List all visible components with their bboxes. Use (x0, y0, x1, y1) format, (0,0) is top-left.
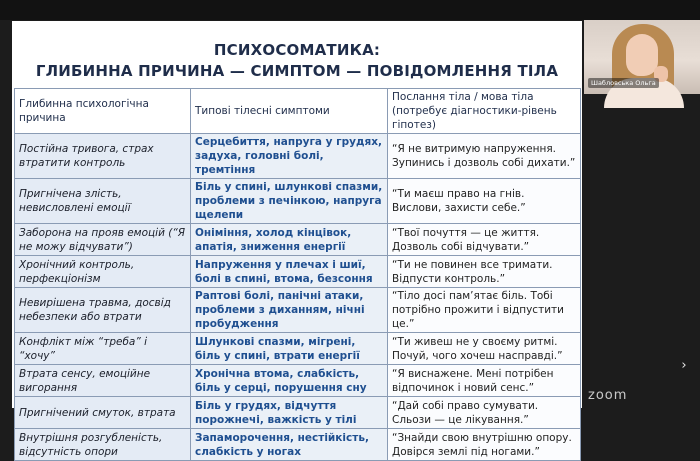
message-cell: “Я не витримую напруження. Зупинись і дозволь собі дихати.” (388, 134, 581, 179)
message-cell: “Ти не повинен все тримати. Відпусти контроль.” (388, 256, 581, 288)
message-cell: “Я виснажене. Мені потрібен відпочинок і новий сенс.” (388, 365, 581, 397)
cause-cell: Втрата сенсу, емоційне вигорання (15, 365, 191, 397)
table-row (15, 333, 581, 365)
slide-subtitle: ГЛИБИННА ПРИЧИНА — СИМПТОМ — ПОВІДОМЛЕННЯ ТІЛА (35, 62, 559, 80)
cause-cell: Внутрішня розгубленість, відсутність опори (15, 429, 191, 461)
table-row (15, 224, 581, 256)
top-bar (0, 0, 700, 20)
message-cell: “Дай собі право сумувати. Сльози — це лікування.” (388, 397, 581, 429)
table-row (15, 179, 581, 224)
symptoms-cell: Біль у спині, шлункові спазми, проблеми з печінкою, напруга щелепи (191, 179, 388, 224)
header-message: Послання тіла / мова тіла (потребує діагностики-рівень гіпотез) (388, 89, 581, 134)
header-symptoms: Типові тілесні симптоми (191, 89, 388, 134)
cause-cell: Пригнічена злість, невисловлені емоції (15, 179, 191, 224)
participant-name-label: Шабловська Ольга (588, 78, 659, 88)
symptoms-cell: Біль у грудях, відчуття порожнечі, важкість у тілі (191, 397, 388, 429)
shared-slide (12, 21, 582, 458)
table-row (15, 397, 581, 429)
participant-video[interactable] (584, 20, 700, 94)
symptoms-cell: Запаморочення, нестійкість, слабкість у ногах (191, 429, 388, 461)
table-row (15, 365, 581, 397)
symptoms-cell: Серцебиття, напруга у грудях, задуха, головні болі, тремтіння (191, 134, 388, 179)
cause-cell: Хронічний контроль, перфекціонізм (15, 256, 191, 288)
message-cell: “Ти маєш право на гнів. Вислови, захисти себе.” (388, 179, 581, 224)
table-row (15, 256, 581, 288)
cause-cell: Заборона на прояв емоцій (“Я не можу відчувати”) (15, 224, 191, 256)
psychosomatics-table (14, 88, 581, 461)
table-row (15, 429, 581, 461)
message-cell: “Тіло досі пам’ятає біль. Тобі потрібно прожити і відпустити це.” (388, 288, 581, 333)
chevron-right-icon[interactable]: › (681, 358, 687, 373)
symptoms-cell: Напруження у плечах і шиї, болі в спині, втома, безсоння (191, 256, 388, 288)
table-row (15, 288, 581, 333)
cause-cell: Невирішена травма, досвід небезпеки або втрати (15, 288, 191, 333)
message-cell: “Твої почуття — це життя. Дозволь собі відчувати.” (388, 224, 581, 256)
message-cell: “Ти живеш не у своєму ритмі. Почуй, чого хочеш насправді.” (388, 333, 581, 365)
header-cause: Глибинна психологічна причина (15, 89, 191, 134)
symptoms-cell: Шлункові спазми, мігрені, біль у спині, втрати енергії (191, 333, 388, 365)
table-row (15, 134, 581, 179)
cause-cell: Конфлікт між “треба” і “хочу” (15, 333, 191, 365)
slide-title: ПСИХОСОМАТИКА: (213, 41, 381, 59)
symptoms-cell: Оніміння, холод кінцівок, апатія, зниження енергії (191, 224, 388, 256)
cause-cell: Пригнічений смуток, втрата (15, 397, 191, 429)
cause-cell: Постійна тривога, страх втратити контроль (15, 134, 191, 179)
symptoms-cell: Хронічна втома, слабкість, біль у серці, порушення сну (191, 365, 388, 397)
message-cell: “Знайди свою внутрішню опору. Довірся землі під ногами.” (388, 429, 581, 461)
zoom-watermark: zoom (588, 388, 628, 403)
symptoms-cell: Раптові болі, панічні атаки, проблеми з диханням, нічні пробудження (191, 288, 388, 333)
